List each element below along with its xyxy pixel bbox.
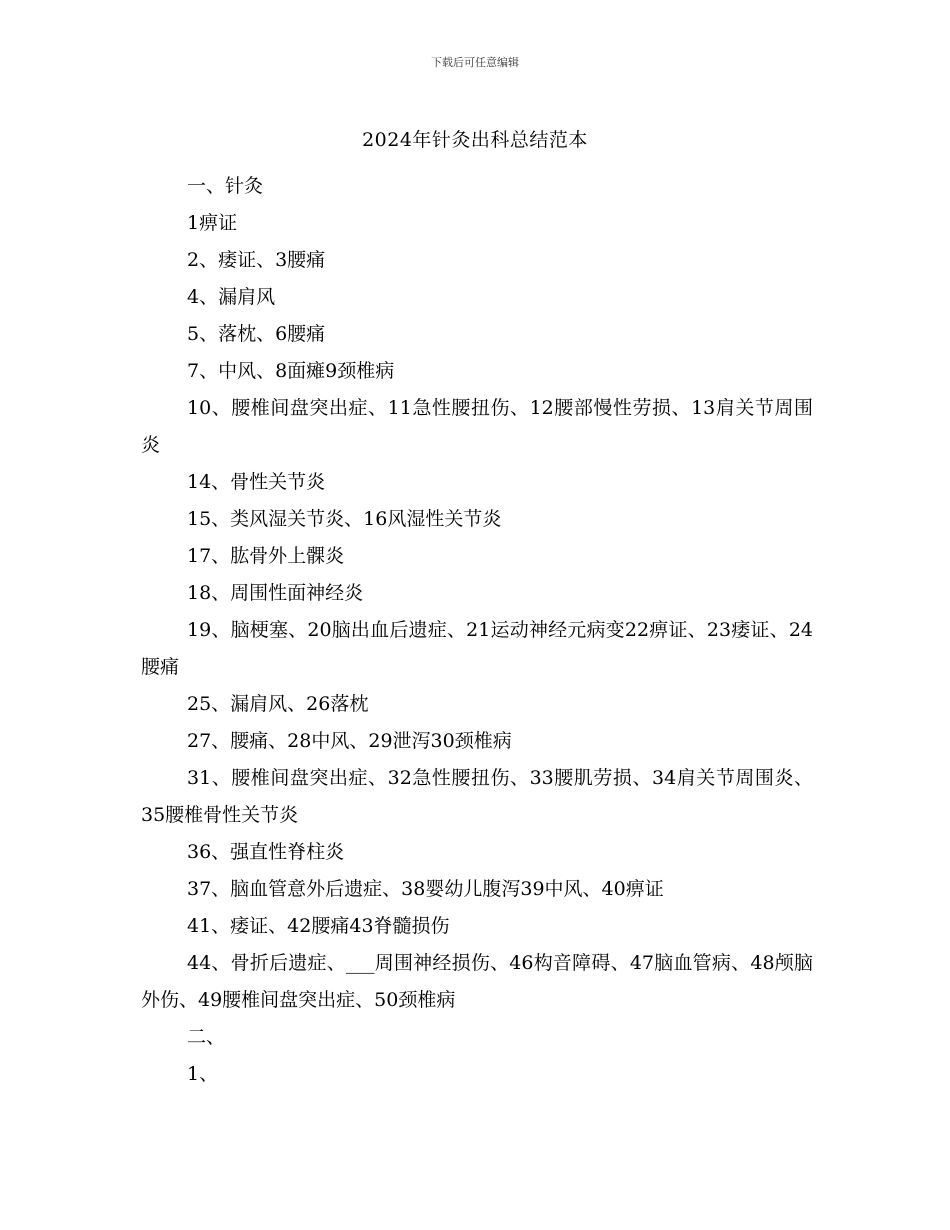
paragraph: 44、骨折后遗症、___周围神经损伤、46构音障碍、47脑血管病、48颅脑外伤、49腰椎间盘突出症、50颈椎病	[141, 952, 813, 1011]
document-title: 2024年针灸出科总结范本	[362, 129, 588, 151]
paragraph: 37、脑血管意外后遗症、38婴幼儿腹泻39中风、40痹证	[187, 878, 664, 900]
paragraph: 41、痿证、42腰痛43脊髓损伤	[187, 915, 450, 937]
paragraph: 31、腰椎间盘突出症、32急性腰扭伤、33腰肌劳损、34肩关节周围炎、35腰椎骨性关节炎	[141, 767, 813, 826]
paragraph: 1痹证	[187, 212, 238, 234]
paragraph: 2、痿证、3腰痛	[187, 249, 326, 271]
paragraph: 15、类风湿关节炎、16风湿性关节炎	[187, 508, 502, 530]
paragraph: 7、中风、8面瘫9颈椎病	[187, 360, 395, 382]
paragraph: 1、	[187, 1063, 219, 1085]
paragraph: 36、强直性脊柱炎	[187, 841, 345, 863]
document-body	[141, 168, 813, 1093]
paragraph: 一、针灸	[187, 175, 264, 197]
paragraph: 4、漏肩风	[187, 286, 276, 308]
paragraph: 25、漏肩风、26落枕	[187, 693, 369, 715]
paragraph: 19、脑梗塞、20脑出血后遗症、21运动神经元病变22痹证、23痿证、24腰痛	[141, 619, 813, 678]
paragraph: 18、周围性面神经炎	[187, 582, 364, 604]
paragraph: 27、腰痛、28中风、29泄泻30颈椎病	[187, 730, 512, 752]
page-header-note: 下载后可任意编辑	[431, 56, 519, 69]
paragraph: 5、落枕、6腰痛	[187, 323, 326, 345]
paragraph: 10、腰椎间盘突出症、11急性腰扭伤、12腰部慢性劳损、13肩关节周围炎	[141, 397, 813, 456]
paragraph: 二、	[187, 1026, 226, 1048]
paragraph: 14、骨性关节炎	[187, 471, 326, 493]
paragraph: 17、肱骨外上髁炎	[187, 545, 345, 567]
